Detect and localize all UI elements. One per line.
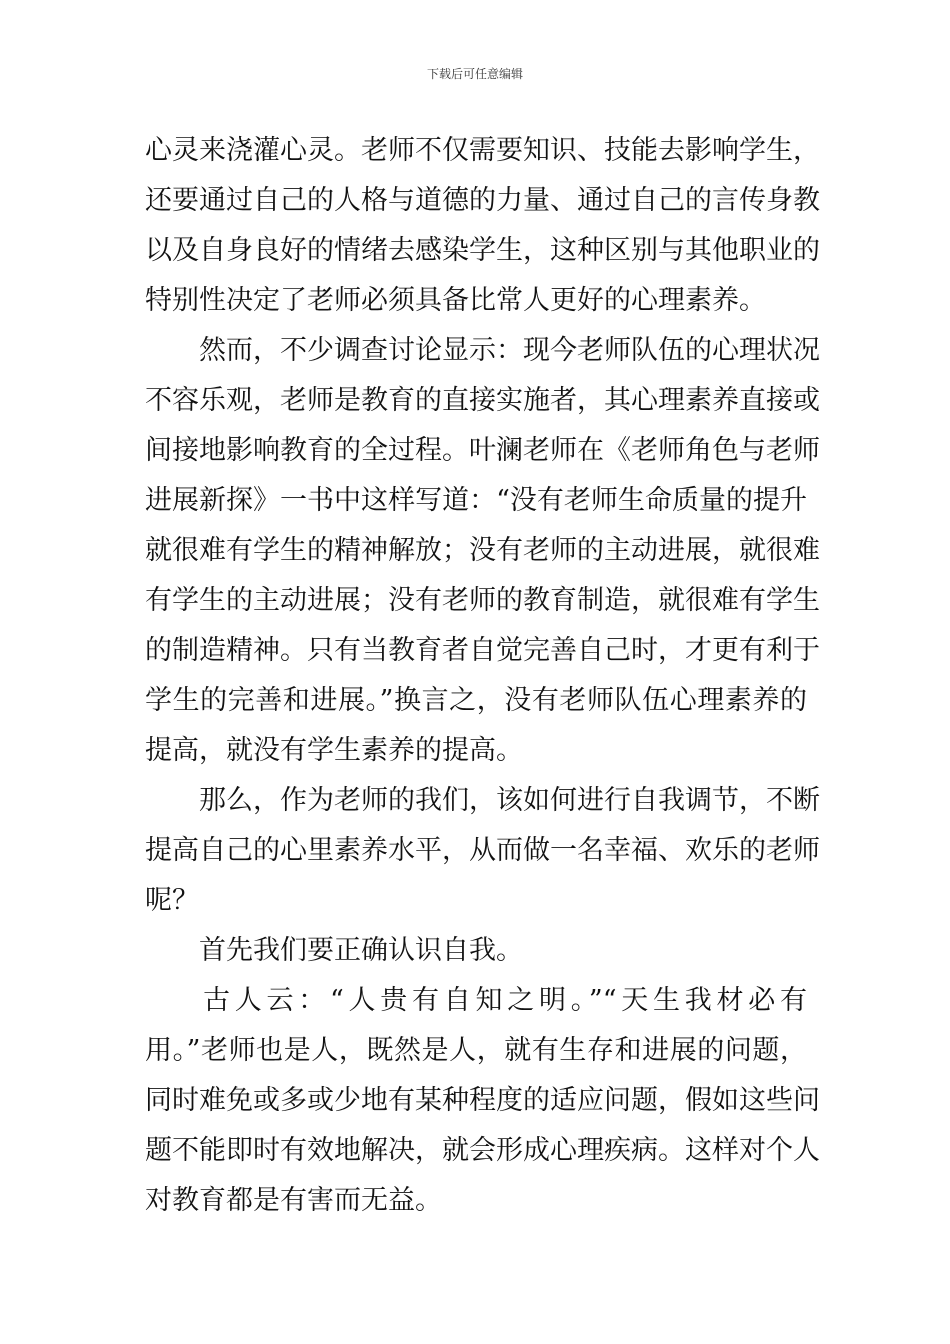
text-line: 提高自己的心里素养水平，从而做一名幸福、欢乐的老师: [145, 835, 820, 866]
text-line: 古人云：“人贵有自知之明。”“天生我材必有: [203, 985, 807, 1016]
text-line: 以及自身良好的情绪去感染学生，这种区别与其他职业的: [145, 235, 820, 266]
body-text: [145, 126, 820, 1226]
text-line: 就很难有学生的精神解放；没有老师的主动进展，就很难: [145, 535, 820, 566]
text-line: 有学生的主动进展；没有老师的教育制造，就很难有学生: [145, 585, 820, 616]
text-line: 特别性决定了老师必须具备比常人更好的心理素养。: [145, 285, 766, 316]
text-line: 对教育都是有害而无益。: [145, 1185, 442, 1216]
text-line: 同时难免或多或少地有某种程度的适应问题，假如这些问: [145, 1085, 820, 1116]
text-line: 题不能即时有效地解决，就会形成心理疾病。这样对个人: [145, 1135, 820, 1166]
text-line: 呢？: [145, 885, 199, 916]
text-line: 然而，不少调查讨论显示：现今老师队伍的心理状况: [199, 335, 820, 366]
text-line: 间接地影响教育的全过程。叶澜老师在《老师角色与老师: [145, 435, 820, 466]
text-line: 用。”老师也是人，既然是人，就有生存和进展的问题，: [145, 1035, 807, 1066]
page-header: 下载后可任意编辑: [426, 67, 523, 81]
text-line: 首先我们要正确认识自我。: [199, 935, 523, 966]
text-line: 进展新探》一书中这样写道：“没有老师生命质量的提升: [145, 485, 807, 516]
text-line: 学生的完善和进展。”换言之，没有老师队伍心理素养的: [145, 685, 807, 716]
text-line: 还要通过自己的人格与道德的力量、通过自己的言传身教: [145, 185, 820, 216]
text-line: 提高，就没有学生素养的提高。: [145, 735, 523, 766]
text-line: 那么，作为老师的我们，该如何进行自我调节，不断: [199, 785, 820, 816]
text-line: 的制造精神。只有当教育者自觉完善自己时，才更有利于: [145, 635, 820, 666]
text-line: 心灵来浇灌心灵。老师不仅需要知识、技能去影响学生，: [145, 135, 820, 166]
text-line: 不容乐观，老师是教育的直接实施者，其心理素养直接或: [145, 385, 820, 416]
